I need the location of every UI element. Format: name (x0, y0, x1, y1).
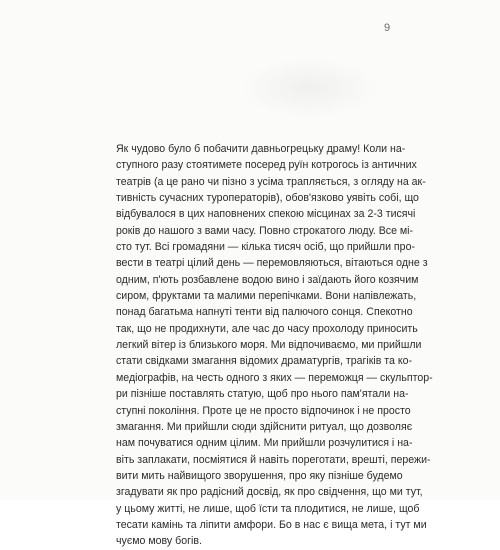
text-line: згадувати як про радісний досвід, як про свідчення, що ми тут, (116, 486, 423, 499)
body-paragraph (116, 141, 433, 550)
text-line: вити мить найвищого зворушення, про яку пізніше будемо (116, 469, 403, 482)
text-line: нам почуватися одним цілим. Ми прийшли розчулитися і на- (116, 437, 413, 450)
text-line: сиром, фруктами та малими перепічками. Вони напівлежать, (116, 290, 417, 303)
text-line: ступні покоління. Проте це не просто відпочинок і не просто (116, 404, 411, 417)
page-number: 9 (384, 22, 391, 34)
text-line: ри пізніше поставлять статую, щоб про нього пам'ятали на- (116, 388, 409, 401)
text-line: стати свідками змагання відомих драматургів, трагіків та ко- (116, 355, 413, 368)
text-line: понад багатьма напнуті тенти від палючого сонця. Спекотно (116, 306, 413, 319)
text-line: вести в театрі цілий день — перемовляються, вітаються одне з (116, 257, 428, 270)
text-line: віть заплакати, посміятися й навіть пореготати, врешті, пережи- (116, 453, 431, 466)
text-line: років до нашого з вами часу. Повно строкатого люду. Все мі- (116, 224, 414, 237)
text-line: змагання. Ми прийшли сюди здійснити ритуал, що дозволяє (116, 420, 413, 433)
text-line: так, що не продихнути, але час до часу прохолоду приносить (116, 322, 418, 335)
text-line: легкий вітер із близького моря. Ми відпочиваємо, ми прийшли (116, 339, 422, 352)
text-line: у цьому житті, не лише, щоб їсти та плодитися, не лише, щоб (116, 502, 420, 515)
text-line-last: чуємо мову богів. (116, 535, 202, 548)
text-line: Як чудово було б побачити давньогрецьку драму! Коли на- (116, 143, 406, 155)
text-line: театрів (а це рано чи пізно з усіма трапляється, з огляду на ак- (116, 175, 426, 188)
text-line: тесати камінь та ліпити амфори. Бо в нас є вища мета, і тут ми (116, 518, 427, 531)
text-line: ступного разу стоятимете посеред руїн котрогось із античних (116, 159, 417, 172)
text-line: тивність сучасних туроператорів), обов'язково уявіть собі, що (116, 192, 419, 205)
text-line: сто тут. Всі громадяни — кілька тисяч осіб, що прийшли про- (116, 241, 415, 254)
show-through-shadow (240, 58, 380, 118)
text-line: одним, п'ють розбавлене водою вино і заїдають його козячим (116, 273, 419, 286)
text-line: медіографів, на честь одного з яких — переможця — скульптор- (116, 371, 433, 384)
text-line: відбувалося в цих наповнених спекою місцинах за 2-3 тисячі (116, 208, 416, 221)
